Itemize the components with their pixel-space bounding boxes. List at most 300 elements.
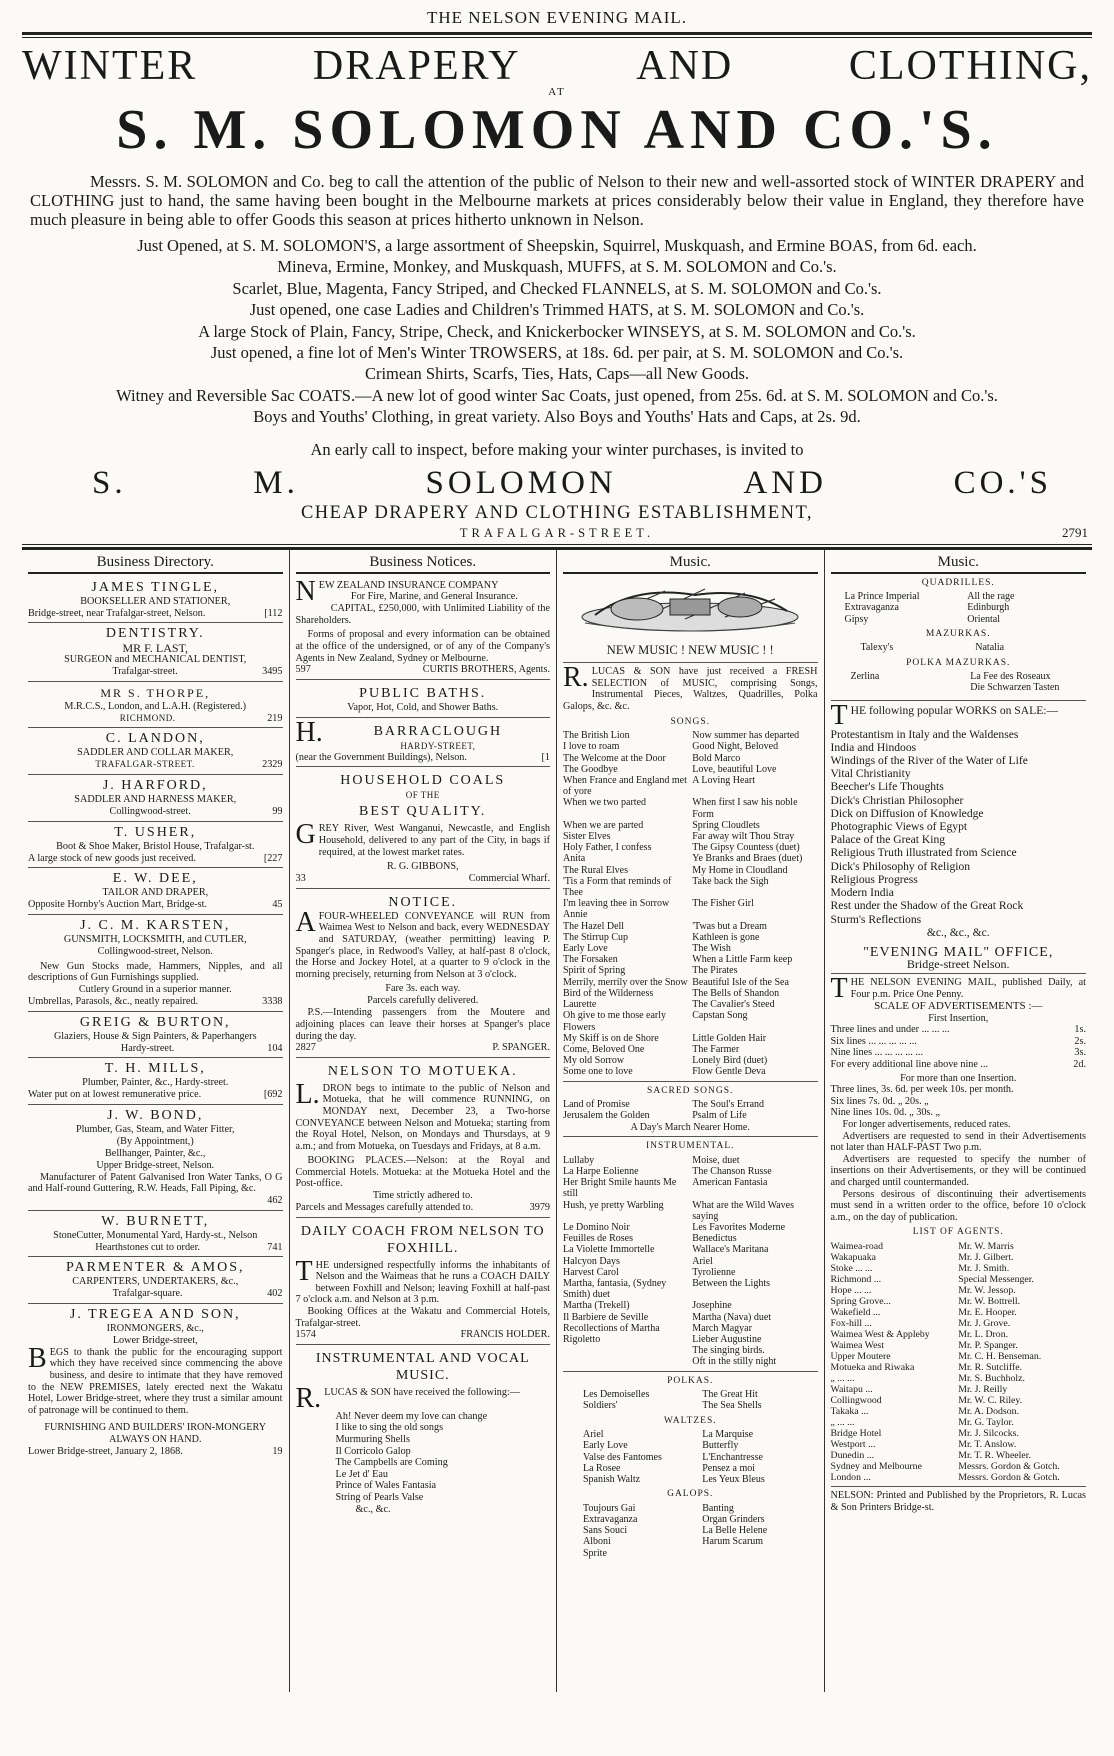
song-title: Anita	[563, 853, 586, 865]
notice-line: (near the Government Buildings), Nelson.	[295, 751, 467, 763]
piece-title: La Rosee	[583, 1462, 621, 1474]
agent-entry: Mr. R. Sutcliffe.	[958, 1361, 1023, 1373]
ad-number: [227	[263, 852, 283, 864]
firm2-word: CO.'S	[953, 464, 1052, 501]
firm2-word: SOLOMON	[425, 464, 617, 501]
piece-title: Harum Scarum	[702, 1536, 764, 1548]
piece-title: Les Demoiselles	[583, 1389, 650, 1401]
entry-line: SADDLER AND COLLAR MAKER,	[77, 747, 234, 759]
offer-line: Witney and Reversible Sac COATS.—A new lot of good winter Sac Coats, just opened, from 25s. 6d. at S. M. SOLOMON and Co.'s.	[116, 385, 998, 405]
piece-title: Edinburgh	[967, 602, 1010, 614]
piece-title: Her Bright Smile haunts Me still	[563, 1177, 677, 1200]
ad-number: 104	[267, 1042, 283, 1054]
song-title: Laurette	[563, 999, 597, 1011]
agent-entry: Dunedin ...	[830, 1449, 875, 1461]
song-title: The Soul's Errand	[692, 1099, 765, 1111]
ad-number: 597	[295, 664, 311, 676]
piece-title: Valse des Fantomes	[583, 1451, 662, 1463]
notice-title: NELSON TO MOTUEKA.	[327, 1063, 518, 1079]
song-title: Some one to love	[563, 1066, 633, 1078]
firm-name-2	[22, 464, 1092, 502]
agent-entry: Messrs. Gordon & Gotch.	[958, 1471, 1060, 1483]
agent-entry: Mr. J. Reilly	[958, 1383, 1008, 1395]
entry-name: E. W. DEE,	[112, 871, 198, 887]
rate-label: Nine lines ... ... ... ... ...	[830, 1047, 924, 1059]
headline-word-1: WINTER	[22, 43, 198, 89]
establishment: CHEAP DRAPERY AND CLOTHING ESTABLISHMENT,	[300, 502, 814, 523]
piece-title: La Harpe Eolienne	[563, 1165, 639, 1177]
song-title: Land of Promise	[563, 1099, 630, 1111]
agent-entry: Mr. J. Grove.	[958, 1317, 1011, 1329]
section-heading: POLKAS.	[667, 1375, 714, 1386]
song-title: Spirit of Spring	[563, 965, 626, 977]
notice-header	[295, 716, 551, 752]
piece-title: Extravaganza	[583, 1513, 638, 1525]
drop-cap: R.	[563, 662, 589, 694]
piece-title: Josephine	[692, 1300, 732, 1312]
scale-heading: SCALE OF ADVERTISEMENTS :—	[874, 1000, 1043, 1013]
agent-entry: London ...	[830, 1471, 871, 1483]
list-item: Ah! Never deem my love can change	[335, 1410, 488, 1422]
notice-text	[295, 906, 551, 981]
piece-title: Tyrolienne	[692, 1266, 736, 1278]
notice-line: Commercial Wharf.	[468, 873, 550, 885]
song-title: When we are parted	[563, 819, 644, 831]
notice-text-body: HE undersigned respectfully informs the inhabitants of Nelson and the Waimeas that he runs a COACH DAILY between Foxhill and Nelson; leaving Foxhill at half-past 7 o'clock a.m. and Nelson at 3 p.m.	[295, 1259, 550, 1306]
song-title: When first I saw his noble Form	[692, 797, 798, 820]
entry-line: Glaziers, House & Sign Painters, & Paperhangers	[53, 1030, 257, 1042]
agent-entry: „ ... ...	[830, 1416, 855, 1428]
section-heading: MAZURKAS.	[925, 628, 991, 639]
agent-entry: Mr. C. H. Benseman.	[958, 1350, 1042, 1362]
entry-line: Hearthstones cut to order.	[95, 1241, 200, 1253]
mazurkas-list	[831, 642, 1087, 653]
masthead: THE NELSON EVENING MAIL.	[426, 8, 688, 27]
book-title: Palace of the Great King	[830, 833, 946, 847]
section-heading: GALOPS.	[667, 1489, 714, 1500]
agent-entry: Westport ...	[830, 1438, 876, 1450]
entry-name: T. H. MILLS,	[104, 1061, 206, 1077]
agent-entry: Upper Moutere	[830, 1350, 891, 1362]
drop-cap: H.	[295, 716, 323, 748]
notice	[296, 680, 551, 718]
notice-text	[295, 819, 551, 858]
offers-list	[22, 235, 1092, 428]
entry-line: GUNSMITH, LOCKSMITH, and CUTLER,	[63, 933, 247, 945]
music-list	[296, 1411, 551, 1515]
agent-entry: Mr. T. R. Wheeler.	[958, 1449, 1031, 1461]
ad-number: [112	[264, 607, 283, 619]
divider	[831, 973, 1087, 974]
notice-title: BARRACLOUGH	[373, 723, 503, 739]
song-title: The Cavalier's Steed	[692, 999, 775, 1011]
rate-label: Six lines ... ... ... ... ...	[830, 1035, 917, 1047]
ad-number: 99	[272, 806, 283, 818]
imprint: NELSON: Printed and Published by the Proprietors, R. Lucas & Son Printers Bridge-st.	[830, 1489, 1086, 1513]
divider	[831, 1486, 1087, 1487]
piece-title: The Great Hit	[702, 1389, 758, 1401]
rate-row: Three lines, 3s. 6d. per week 10s. per month.	[830, 1084, 1014, 1096]
ad-number: 45	[272, 899, 283, 911]
piece-title	[563, 1345, 688, 1356]
call-line: An early call to inspect, before making your winter purchases, is invited to	[310, 439, 804, 459]
section-heading: SONGS.	[670, 716, 711, 727]
agent-entry: Waitapu ...	[830, 1383, 873, 1395]
book-title: Dick's Philosophy of Religion	[830, 859, 971, 873]
piece-title: Extravaganza	[844, 602, 899, 614]
advert-note: Persons desirous of discontinuing their advertisements must send in a written order to the office, before 10 o'clock a.m., on the day of publication.	[830, 1188, 1086, 1223]
new-music-heading: NEW MUSIC ! NEW MUSIC ! !	[606, 642, 774, 657]
agent-entry: Bridge Hotel	[830, 1427, 882, 1439]
rate-row	[831, 1024, 1087, 1036]
drop-cap: B	[28, 1342, 47, 1374]
newspaper-page	[22, 6, 1092, 1750]
notice-line: Parcels carefully delivered.	[367, 995, 479, 1007]
firm2-word: AND	[743, 464, 827, 501]
piece-title: Wallace's Maritana	[692, 1244, 769, 1256]
advert-note: Advertisers are requested to send in their Advertisements not later than HALF-PAST Two p.m.	[830, 1130, 1086, 1154]
rate-label: For every additional line above nine ...	[830, 1059, 989, 1071]
piece-title: Lullaby	[563, 1154, 595, 1166]
piece-title: L'Enchantresse	[702, 1451, 763, 1463]
instruments-engraving	[575, 577, 805, 639]
directory-entry	[28, 577, 283, 624]
book-title: Dick's Christian Philosopher	[830, 793, 964, 807]
piece-title: American Fantasia	[692, 1177, 768, 1189]
firm-name: S. M. SOLOMON AND CO.'S.	[116, 99, 998, 161]
agent-entry: Waimea-road	[830, 1240, 884, 1252]
book-title: India and Hindoos	[830, 740, 917, 754]
notice	[296, 1218, 551, 1345]
agent-entry: Special Messenger.	[958, 1273, 1034, 1285]
directory-entry	[28, 1012, 283, 1059]
song-title: The Bells of Shandon	[692, 987, 780, 999]
piece-title: Alboni	[583, 1536, 611, 1548]
agent-entry: Mr. W. Marris	[958, 1240, 1014, 1252]
drop-cap: T	[295, 1255, 313, 1287]
song-title: Little Golden Hair	[692, 1032, 767, 1044]
column-heading: Music.	[831, 552, 1087, 574]
firm2-word: S.	[92, 464, 127, 501]
entry-name: J. TREGEA AND SON,	[69, 1306, 241, 1322]
piece-title: Gipsy	[844, 613, 869, 625]
song-title: Holy Father, I confess	[563, 842, 652, 854]
entry-name: MR S. THORPE,	[100, 685, 211, 700]
piece-title: La Fee des Roseaux	[970, 671, 1051, 683]
notice-title: PUBLIC BATHS.	[359, 685, 487, 701]
directory-entry	[28, 1105, 283, 1211]
notice-text-body: REY River, West Wanganui, Newcastle, and English Household, delivered to any part of the City, in bags if required, at the lowest market rates.	[318, 823, 550, 858]
piece-title: March Magyar	[692, 1322, 752, 1334]
agent-entry: Mr. L. Dron.	[958, 1328, 1009, 1340]
instrumental-list	[563, 1155, 818, 1368]
notice-text-body: DRON begs to intimate to the public of Nelson and Motueka, that he will commence RUNNING, on MONDAY next, December 23, a Two-horse CONVEYANCE between Nelson and Motueka; starting from the Royal Hotel, Nelson, on Mondays and Thursdays, at 9 a.m.; and from Motueka, on Tuesdays and Fridays, at 8 a.m.	[295, 1082, 550, 1152]
entry-name: T. USHER,	[114, 824, 197, 840]
song-title: Flow Gentle Deva	[692, 1066, 766, 1078]
song-title: Kathleen is gone	[692, 931, 760, 943]
office-address: Bridge-street Nelson.	[906, 956, 1010, 971]
list-item: The Campbells are Coming	[335, 1457, 448, 1469]
piece-title: Le Domino Noir	[563, 1221, 630, 1233]
entry-line: Collingwood-street, Nelson.	[97, 945, 213, 957]
rate-row: Nine lines 10s. 0d. „ 30s. „	[830, 1107, 941, 1119]
notice	[296, 889, 551, 1058]
drop-cap: G	[295, 819, 316, 851]
notice-signature: R. G. GIBBONS,	[386, 861, 459, 873]
piece-title: Oft in the stilly night	[692, 1356, 777, 1368]
ad-number: 219	[267, 712, 283, 724]
drop-cap: T	[830, 699, 848, 731]
song-title: Bird of the Wilderness	[563, 987, 654, 999]
rate-label: Three lines and under ... ... ...	[830, 1024, 950, 1036]
agent-entry: Stoke ... ...	[830, 1262, 873, 1274]
song-title: Ye Branks and Braes (duet)	[692, 853, 803, 865]
entry-text: New Gun Stocks made, Hammers, Nipples, and all descriptions of Gun Furnishings supplied.	[28, 960, 283, 984]
entry-line: SURGEON and MECHANICAL DENTIST,	[64, 654, 247, 666]
song-title: My Skiff is on de Shore	[563, 1032, 659, 1044]
piece-title: La Marquise	[702, 1429, 754, 1441]
entry-line: Plumber, Painter, &c., Hardy-street.	[82, 1077, 229, 1089]
agent-entry: Spring Grove...	[830, 1295, 891, 1307]
column-heading: Business Directory.	[28, 552, 283, 574]
ad-number: 2827	[295, 1042, 316, 1054]
entry-line: CARPENTERS, UNDERTAKERS, &c.,	[72, 1276, 239, 1288]
intro-paragraph: Messrs. S. M. SOLOMON and Co. beg to call the attention of the public of Nelson to their new and well-assorted stock of WINTER DRAPERY and CLOTHING just to hand, the same having been bought in the Melbourne markets at prices considerably below their value in England, they therefore have much pleasure in being able to offer Goods this season at prices hitherto unknown in Nelson.	[30, 172, 1084, 229]
song-title: My Home in Cloudland	[692, 864, 788, 876]
piece-title: Natalia	[975, 642, 1005, 654]
drop-cap: A	[295, 906, 316, 938]
ad-number: 462	[267, 1194, 283, 1206]
piece-title: Moise, duet	[692, 1154, 740, 1166]
directory-entry	[28, 1058, 283, 1105]
notice-line: HARDY-STREET,	[400, 740, 476, 751]
song-title: Take back the Sigh	[692, 875, 769, 887]
song-title: The Hazel Dell	[563, 920, 625, 932]
book-title: Windings of the River of the Water of Life	[830, 754, 1028, 768]
piece-title: Banting	[702, 1502, 734, 1514]
column-heading: Business Notices.	[296, 552, 551, 574]
agent-entry: Wakapuaka	[830, 1251, 876, 1263]
notice-text: Forms of proposal and every information can be obtained at the office of the undersigned, or of any of the Company's Agents in New Zealand, Sydney or Melbourne.	[295, 629, 550, 664]
notice-text: BOOKING PLACES.—Nelson: at the Royal and Commercial Hotels. Motueka: at the Motueka Hotel and the Post-office.	[295, 1155, 550, 1190]
song-title: The Wish	[692, 943, 731, 955]
rates-more-insertions	[831, 1084, 1087, 1119]
song-title: When France and England met of yore	[563, 775, 687, 798]
waltzes-list	[563, 1429, 818, 1485]
song-title: My old Sorrow	[563, 1055, 625, 1067]
song-title: 'Twas but a Dream	[692, 920, 767, 932]
list-item: I like to sing the old songs	[335, 1422, 444, 1434]
piece-title: Hush, ye pretty Warbling	[563, 1199, 664, 1211]
entry-line: Upper Bridge-street, Nelson.	[96, 1159, 215, 1171]
piece-title: Harvest Carol	[563, 1266, 619, 1278]
ad-number: [692	[263, 1089, 283, 1101]
directory-entry	[28, 775, 283, 822]
song-title: Early Love	[563, 943, 608, 955]
notice	[296, 718, 551, 768]
mail-intro-body: HE NELSON EVENING MAIL, published Daily, at Four p.m. Price One Penny.	[850, 977, 1086, 1000]
rates-subheading: For more than one Insertion.	[900, 1072, 1017, 1084]
agent-entry: Mr. W. Jessop.	[958, 1284, 1016, 1296]
piece-title: Les Favorites Moderne	[692, 1221, 786, 1233]
offer-line: A large Stock of Plain, Fancy, Stripe, Check, and Knickerbocker WINSEYS, at S. M. SOLOMON and Co.'s.	[198, 321, 916, 341]
song-title: Far away wilt Thou Stray	[692, 831, 795, 843]
books-list	[831, 728, 1087, 926]
entry-line: RICHMOND.	[119, 712, 176, 723]
rate-price: 3s.	[1074, 1047, 1086, 1059]
piece-title	[851, 682, 967, 693]
agent-entry: Richmond ...	[830, 1273, 882, 1285]
entry-text-body: EGS to thank the public for the encouraging support which they have received since commencing the above business, and desire to intimate that they have removed to the NEW PREMISES, lately erected next the Wakatu Hotel, Lower Bridge-street, where they trust a similar amount of patronage will be continued to them.	[28, 1346, 283, 1416]
entry-name: JAMES TINGLE,	[91, 579, 220, 595]
section-heading: LIST OF AGENTS.	[912, 1227, 1004, 1238]
book-title: Vital Christianity	[830, 767, 911, 781]
office-heading: "EVENING MAIL" OFFICE,	[863, 944, 1054, 960]
entry-line: Opposite Hornby's Auction Mart, Bridge-st.	[28, 899, 207, 911]
music-intro-body: LUCAS & SON have just received a FRESH SELECTION of MUSIC, comprising Songs, Instrumental Pieces, Waltzes, Quadrilles, Polka Galops, &c. &c.	[563, 666, 818, 713]
song-title: Jerusalem the Golden	[563, 1110, 650, 1122]
column-business-directory	[22, 550, 290, 1692]
agent-entry: Sydney and Melbourne	[830, 1460, 922, 1472]
notice-title: INSTRUMENTAL AND VOCAL MUSIC.	[315, 1350, 530, 1383]
headline-word-2: DRAPERY	[312, 43, 521, 89]
notice-text-body: LUCAS & SON have received the following:—	[324, 1386, 520, 1398]
song-title: The Welcome at the Door	[563, 752, 666, 764]
section-heading: INSTRUMENTAL.	[646, 1141, 735, 1152]
drop-cap: L.	[295, 1078, 320, 1110]
piece-title: Spanish Waltz	[583, 1473, 641, 1485]
piece-title	[702, 1548, 817, 1559]
book-title: Sturm's Reflections	[830, 912, 922, 926]
piece-title: Sans Souci	[583, 1525, 628, 1537]
entry-line: Hardy-street.	[120, 1042, 175, 1054]
book-title: Rest under the Shadow of the Great Rock	[830, 899, 1024, 913]
rate-row	[831, 1036, 1087, 1048]
columns	[22, 550, 1092, 1692]
piece-title: Zerlina	[850, 671, 880, 683]
agent-entry: Takaka ...	[830, 1405, 869, 1417]
notice-title: HOUSEHOLD COALS	[340, 773, 506, 789]
notice-signature: FRANCIS HOLDER.	[460, 1329, 550, 1341]
entry-name: J. HARFORD,	[102, 778, 208, 794]
directory-entry	[28, 868, 283, 915]
piece-title: The Chanson Russe	[692, 1165, 772, 1177]
agent-entry: Mr. J. Gilbert.	[958, 1251, 1014, 1263]
song-title: Capstan Song	[692, 1010, 748, 1022]
song-title: Bold Marco	[692, 752, 741, 764]
entry-line: Umbrellas, Parasols, &c., neatly repaired.	[28, 996, 199, 1007]
ad-number: 3979	[529, 1202, 550, 1214]
rates-note: For longer advertisements, reduced rates.	[842, 1119, 1011, 1131]
song-title: The Gipsy Countess (duet)	[692, 842, 800, 854]
piece-title: Toujours Gai	[583, 1502, 636, 1514]
directory-entry	[28, 1304, 283, 1461]
notice-text: P.S.—Intending passengers from the Moutere and adjoining places can leave their horses at Spanger's place during the day.	[295, 1007, 550, 1042]
divider	[831, 700, 1087, 701]
notice-line: CAPITAL, £250,000, with Unlimited Liability of the Shareholders.	[295, 603, 550, 626]
entry-line: Lower Bridge-street, January 2, 1868.	[28, 1446, 183, 1458]
agent-entry: Motueka and Riwaka	[830, 1361, 915, 1373]
book-title: Photographic Views of Egypt	[830, 820, 968, 834]
book-title: Religious Progress	[830, 872, 918, 886]
entry-name: J. W. BOND,	[107, 1107, 204, 1123]
sacred-songs-list	[563, 1099, 818, 1121]
notice-line: Vapor, Hot, Cold, and Shower Baths.	[347, 701, 499, 713]
song-title: Spring Cloudlets	[692, 819, 760, 831]
notice-text	[295, 1078, 551, 1153]
list-item: &c., &c.	[355, 1503, 391, 1515]
piece-title: Il Barbiere de Seville	[563, 1311, 649, 1323]
agent-entry: Mr. J. Smith.	[958, 1262, 1010, 1274]
divider	[563, 1081, 818, 1082]
notice-title: BEST QUALITY.	[359, 804, 487, 820]
agent-entry: Mr. T. Anslow.	[958, 1438, 1017, 1450]
notice	[296, 1345, 551, 1518]
entry-line: Plumber, Gas, Steam, and Water Fitter,	[75, 1123, 235, 1135]
ad-number: 2329	[262, 759, 283, 771]
ad-number: [1	[541, 751, 550, 763]
polkas-list	[563, 1389, 818, 1411]
offer-line: Mineva, Ermine, Monkey, and Muskquash, MUFFS, at S. M. SOLOMON and Co.'s.	[277, 257, 837, 277]
entry-line: M.R.C.S., London, and L.A.H. (Registered.)	[64, 700, 247, 712]
book-title: Dick on Diffusion of Knowledge	[830, 806, 984, 820]
piece-title: Rigoletto	[563, 1333, 601, 1345]
advert-note: Advertisers are requested to specify the number of insertions on their Advertisements, or they will be continued and charged until countermanded.	[830, 1153, 1086, 1188]
ad-number: 19	[272, 1446, 283, 1458]
offer-line: Just Opened, at S. M. SOLOMON'S, a large assortment of Sheepskin, Squirrel, Muskquash, and Ermine BOAS, from 6d. each.	[137, 236, 977, 255]
agent-entry: Mr. E. Hooper.	[958, 1306, 1017, 1318]
book-title: Protestantism in Italy and the Waldenses	[830, 727, 1019, 741]
notice-line: OF THE	[405, 790, 440, 801]
offer-line: Just opened, one case Ladies and Children's Trimmed HATS, at S. M. SOLOMON and Co.'s.	[249, 300, 865, 320]
song-title: Merrily, merrily over the Snow	[563, 976, 688, 988]
drop-cap: R.	[295, 1382, 322, 1414]
piece-title: Talexy's	[860, 642, 894, 654]
song-title: When we two parted	[563, 797, 647, 809]
book-title: Modern India	[830, 886, 894, 900]
divider	[563, 1371, 818, 1372]
divider	[563, 1136, 818, 1137]
agent-entry: Mr. S. Buchholz.	[958, 1372, 1025, 1384]
song-title: The Farmer	[692, 1043, 740, 1055]
song-title: A Loving Heart	[692, 775, 756, 787]
rates-first-insertion	[831, 1024, 1087, 1070]
ad-number: 33	[295, 873, 306, 885]
entry-line: Bridge-street, near Trafalgar-street, Nelson.	[28, 607, 206, 619]
offer-line: Scarlet, Blue, Magenta, Fancy Striped, and Checked FLANNELS, at S. M. SOLOMON and Co.'s.	[232, 278, 882, 298]
entry-line: Lower Bridge-street,	[112, 1334, 198, 1346]
piece-title: Martha (Nava) duet	[692, 1311, 772, 1323]
agent-entry: Mr. W. C. Riley.	[958, 1394, 1023, 1406]
piece-title: Pensez a moi	[702, 1462, 756, 1474]
entry-line: FURNISHING AND BUILDERS' IRON-MONGERY ALWAYS ON HAND.	[44, 1422, 267, 1446]
piece-title: Recollections of Martha	[563, 1322, 660, 1334]
song-title: The Stirrup Cup	[563, 931, 628, 943]
piece-title: All the rage	[967, 591, 1015, 603]
notice-line: Fare 3s. each way.	[385, 983, 461, 995]
works-intro	[830, 699, 1087, 731]
piece-title: Soldiers'	[583, 1400, 618, 1412]
section-heading: POLKA MAZURKAS.	[906, 657, 1011, 668]
music-intro	[563, 662, 818, 713]
agent-entry: Hope ... ...	[830, 1284, 872, 1296]
entry-line: StoneCutter, Monumental Yard, Hardy-st., Nelson	[53, 1229, 258, 1241]
list-item: Prince of Wales Fantasia	[335, 1480, 437, 1492]
rate-row	[831, 1059, 1087, 1071]
rate-row: Six lines 7s. 0d. „ 20s. „	[830, 1095, 929, 1107]
piece-title: Halcyon Days	[563, 1255, 620, 1267]
piece-title: Ariel	[583, 1429, 604, 1441]
